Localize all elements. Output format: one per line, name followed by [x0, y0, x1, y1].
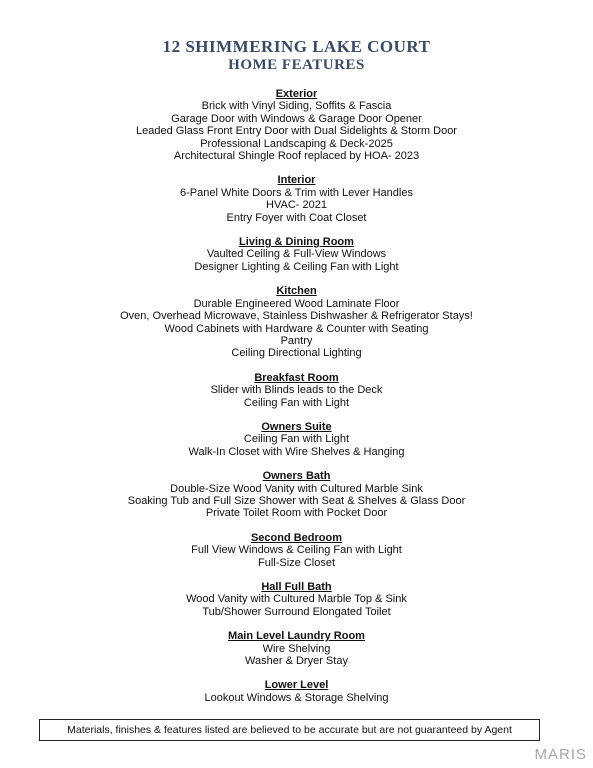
feature-line: Soaking Tub and Full Size Shower with Seat & Shelves & Glass Door [127, 494, 466, 507]
feature-line: Pantry [280, 334, 313, 347]
feature-section [0, 581, 593, 618]
maris-watermark: MARIS [534, 746, 587, 763]
feature-line: Durable Engineered Wood Laminate Floor [193, 297, 400, 310]
feature-section [0, 236, 593, 273]
feature-section [0, 372, 593, 409]
feature-line: Architectural Shingle Roof replaced by HOA- 2023 [173, 150, 420, 163]
feature-line: Double-Size Wood Vanity with Cultured Marble Sink [170, 482, 423, 495]
section-heading: Exterior [275, 88, 318, 100]
feature-line: Ceiling Fan with Light [243, 433, 350, 446]
feature-line: Vaulted Ceiling & Full-View Windows [206, 248, 387, 261]
disclaimer-box: Materials, finishes & features listed are believed to be accurate but are not guaranteed by Agent [39, 719, 540, 741]
section-heading: Living & Dining Room [239, 236, 354, 249]
feature-line: Walk-In Closet with Wire Shelves & Hanging [188, 445, 405, 458]
section-heading: Owners Bath [262, 470, 331, 483]
feature-line: 6-Panel White Doors & Trim with Lever Handles [180, 186, 413, 199]
feature-section [0, 630, 593, 667]
feature-line: Entry Foyer with Coat Closet [226, 211, 367, 224]
section-heading: Second Bedroom [250, 531, 343, 544]
feature-line: Full-Size Closet [257, 556, 336, 569]
feature-line: Slider with Blinds leads to the Deck [210, 384, 383, 397]
feature-line: Designer Lighting & Ceiling Fan with Light [194, 260, 399, 273]
feature-line: Wood Cabinets with Hardware & Counter with Seating [164, 322, 429, 335]
section-heading: Hall Full Bath [261, 581, 332, 593]
section-heading: Interior [277, 174, 316, 187]
section-heading: Main Level Laundry Room [228, 630, 365, 643]
feature-line: Wood Vanity with Cultured Marble Top & Sink [186, 593, 407, 606]
feature-section [0, 88, 593, 162]
section-heading: Kitchen [276, 285, 317, 298]
feature-line: Private Toilet Room with Pocket Door [205, 507, 388, 520]
feature-section [0, 421, 593, 458]
feature-section [0, 285, 593, 359]
section-heading: Lower Level [264, 679, 329, 692]
feature-line: Washer & Dryer Stay [245, 655, 348, 668]
feature-line: Garage Door with Windows & Garage Door Opener [171, 112, 422, 125]
feature-section [0, 679, 593, 704]
feature-line: Brick with Vinyl Siding, Soffits & Fascia [201, 100, 392, 113]
feature-line: Tub/Shower Surround Elongated Toilet [202, 605, 391, 618]
feature-line: Full View Windows & Ceiling Fan with Light [191, 544, 402, 557]
section-heading: Breakfast Room [254, 371, 339, 384]
document-title: 12 SHIMMERING LAKE COURT [162, 37, 431, 56]
feature-line: Ceiling Fan with Light [243, 396, 350, 409]
feature-section [0, 174, 593, 224]
feature-section [0, 532, 593, 569]
feature-line: Leaded Glass Front Entry Door with Dual Sidelights & Storm Door [136, 125, 457, 138]
feature-line: Wire Shelving [262, 642, 331, 655]
feature-sections [0, 88, 593, 716]
document-subtitle: HOME FEATURES [228, 57, 365, 73]
feature-line: Oven, Overhead Microwave, Stainless Dishwasher & Refrigerator Stays! [120, 310, 473, 323]
feature-line: HVAC- 2021 [266, 199, 327, 212]
feature-section [0, 470, 593, 520]
section-heading: Owners Suite [261, 420, 332, 433]
feature-line: Ceiling Directional Lighting [231, 347, 362, 360]
feature-line: Lookout Windows & Storage Shelving [204, 691, 389, 704]
feature-line: Professional Landscaping & Deck-2025 [200, 137, 393, 150]
